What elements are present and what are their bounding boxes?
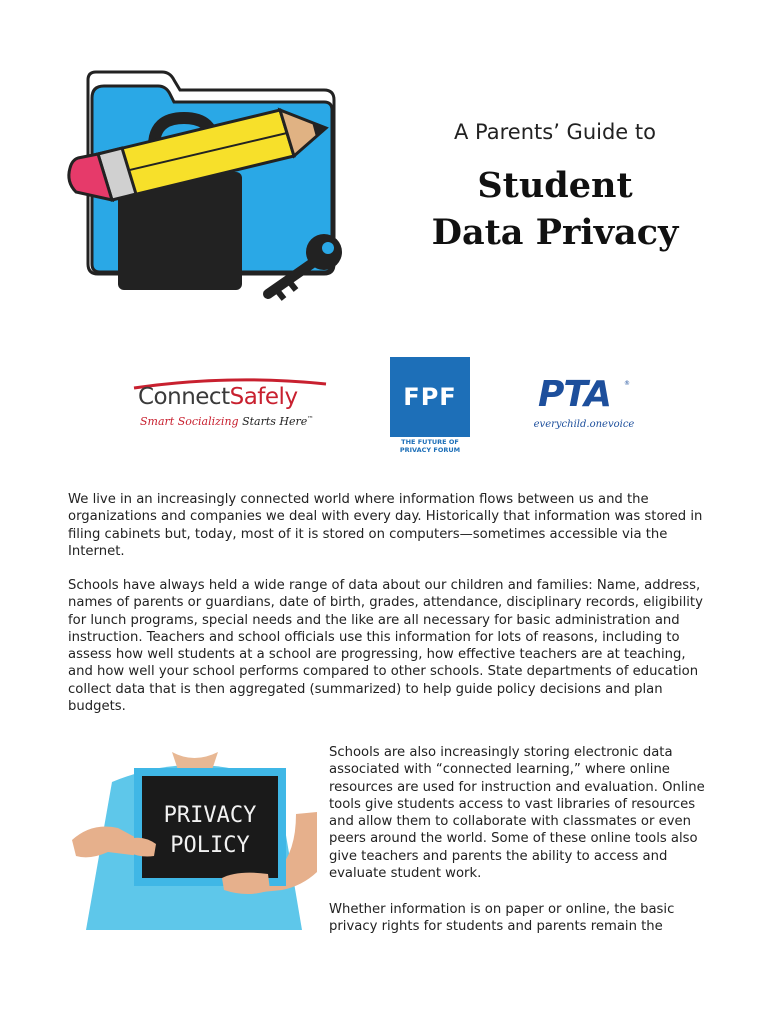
pta-mark: PTA: [538, 374, 612, 415]
document-subtitle: A Parents’ Guide to: [454, 120, 656, 144]
chalkboard: [134, 768, 286, 886]
fpf-subtitle-line: THE FUTURE OF: [401, 438, 459, 446]
title-line: Student: [477, 165, 633, 206]
connectsafely-tagline: [140, 415, 313, 428]
pta-tagline: everychild.onevoice: [533, 419, 635, 430]
hand-right: [222, 873, 270, 894]
title-line: Data Privacy: [431, 212, 679, 253]
board-text: PRIVACY: [163, 803, 257, 828]
tagline-part: Starts Here: [242, 415, 308, 428]
document-title: [400, 162, 710, 256]
trademark: ™: [307, 415, 314, 423]
body-paragraph: We live in an increasingly connected world where information flows between us and the organizations and companies we deal with every day. Historically that information was stored in filing cabinets but, today, most of it is stored on computers—sometimes accessible via the Internet.: [68, 492, 703, 559]
fpf-subtitle: [390, 438, 470, 454]
connectsafely-logo: [132, 378, 328, 434]
board-text: POLICY: [170, 833, 250, 858]
fpf-subtitle-line: PRIVACY FORUM: [399, 446, 461, 454]
folder-lock-illustration: [62, 68, 362, 318]
fpf-mark: FPF: [403, 383, 457, 411]
tagline-part: Smart Socializing: [140, 415, 243, 428]
body-paragraph: Schools are also increasingly storing electronic data associated with “connected learning,” where online resources are used for instruction and evaluation. Online tools give students access to vast libraries of resources and allow them to collaborate with classmates or even peers around the world. Some of these online tools also give teachers and parents the ability to access and evaluate student work.: [329, 745, 705, 882]
wordmark-part: Connect: [138, 384, 230, 410]
connectsafely-wordmark: [138, 384, 298, 410]
body-paragraph: Whether information is on paper or online, the basic privacy rights for students and parents remain the: [329, 902, 675, 935]
trademark: ®: [624, 380, 630, 387]
wordmark-part: Safely: [229, 384, 298, 410]
fpf-logo: [390, 357, 470, 455]
fpf-mark-box: [390, 357, 470, 437]
privacy-policy-photo: [72, 752, 317, 930]
pta-logo: [532, 374, 636, 434]
body-paragraph: Schools have always held a wide range of data about our children and families: Name, address, names of parents or guardians, date of birth, grades, attendance, disciplinary records, eligibility for lunch programs, special needs and the like are all necessary for basic administration and instruction. Teachers and school officials use this information for lots of reasons, including to assess how well students at a school are progressing, how effective teachers are at teaching, and how well your school performs compared to other schools. State departments of education collect data that is then aggregated (summarized) to help guide policy decisions and plan budgets.: [68, 578, 703, 715]
